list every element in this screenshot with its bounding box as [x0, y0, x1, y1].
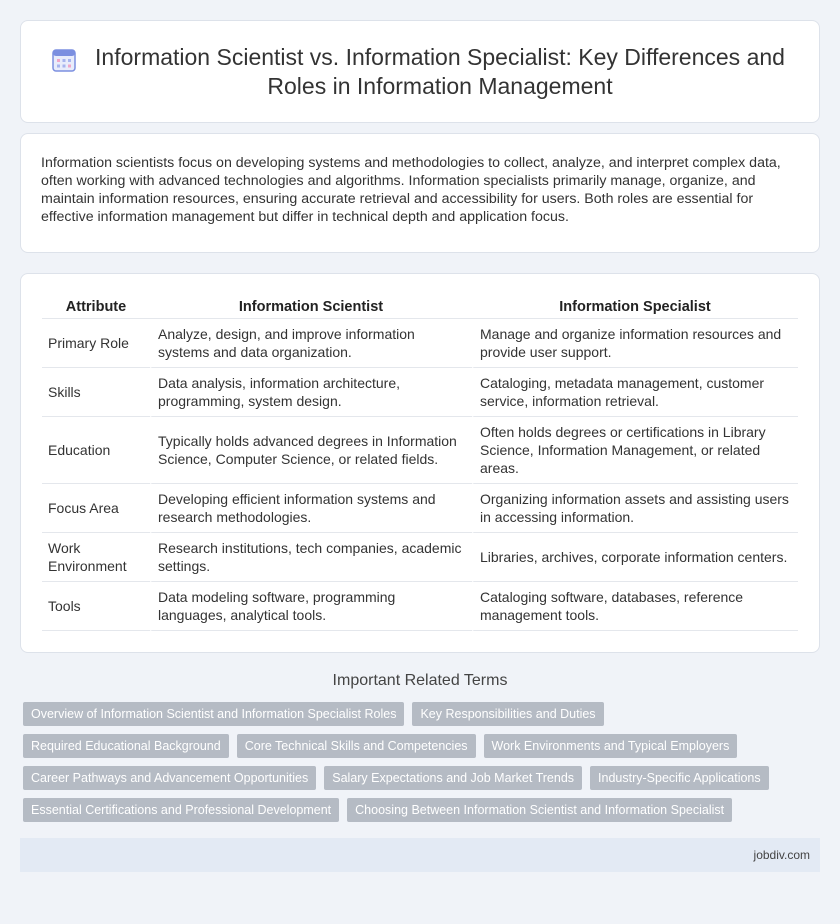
- cell-attribute: Work Environment: [42, 533, 150, 582]
- cell-scientist: Data analysis, information architecture, programming, system design.: [150, 368, 472, 417]
- cell-attribute: Primary Role: [42, 319, 150, 368]
- related-terms-section: [0, 672, 840, 822]
- cell-attribute: Skills: [42, 368, 150, 417]
- related-tag[interactable]: Work Environments and Typical Employers: [484, 734, 738, 758]
- related-tag[interactable]: Core Technical Skills and Competencies: [237, 734, 476, 758]
- table-row: [42, 368, 798, 417]
- cell-scientist: Analyze, design, and improve information systems and data organization.: [150, 319, 472, 368]
- cell-specialist: Manage and organize information resources and provide user support.: [472, 319, 798, 368]
- related-tag[interactable]: Overview of Information Scientist and Information Specialist Roles: [23, 702, 404, 726]
- related-tag[interactable]: Salary Expectations and Job Market Trends: [324, 766, 582, 790]
- footer: [20, 838, 820, 872]
- cell-attribute: Education: [42, 417, 150, 484]
- cell-specialist: Organizing information assets and assisting users in accessing information.: [472, 484, 798, 533]
- cell-scientist: Developing efficient information systems and research methodologies.: [150, 484, 472, 533]
- table-row: [42, 484, 798, 533]
- cell-specialist: Libraries, archives, corporate information centers.: [472, 533, 798, 582]
- cell-scientist: Research institutions, tech companies, academic settings.: [150, 533, 472, 582]
- related-terms-title: Important Related Terms: [332, 672, 508, 689]
- related-tag[interactable]: Key Responsibilities and Duties: [412, 702, 603, 726]
- intro-text: Information scientists focus on developing systems and methodologies to collect, analyze, and interpret complex data, often working with advanced technologies and algorithms. Information specialists primarily manage, organize, and maintain information resources, ensuring accurate retrieval and accessibility for users. Both roles are essential for effective information management but differ in technical depth and application focus.: [41, 155, 781, 225]
- intro-card: [20, 133, 820, 253]
- related-tag[interactable]: Choosing Between Information Scientist and Information Specialist: [347, 798, 732, 822]
- related-tag[interactable]: Industry-Specific Applications: [590, 766, 769, 790]
- column-header-scientist: Information Scientist: [150, 294, 472, 319]
- cell-scientist: Data modeling software, programming languages, analytical tools.: [150, 582, 472, 631]
- related-tag[interactable]: Career Pathways and Advancement Opportunities: [23, 766, 316, 790]
- cell-scientist: Typically holds advanced degrees in Information Science, Computer Science, or related fields.: [150, 417, 472, 484]
- related-tag[interactable]: Essential Certifications and Professional Development: [23, 798, 339, 822]
- cell-specialist: Cataloging software, databases, reference management tools.: [472, 582, 798, 631]
- table-header-row: [42, 294, 798, 319]
- cell-attribute: Tools: [42, 582, 150, 631]
- table-row: [42, 533, 798, 582]
- table-row: [42, 417, 798, 484]
- header: [51, 43, 789, 101]
- page-title: Information Scientist vs. Information Specialist: Key Differences and Roles in Information Management: [95, 43, 785, 99]
- header-card: [20, 20, 820, 123]
- footer-site-link[interactable]: jobdiv.com: [753, 848, 810, 862]
- cell-specialist: Cataloging, metadata management, customer service, information retrieval.: [472, 368, 798, 417]
- cell-attribute: Focus Area: [42, 484, 150, 533]
- calendar-icon: [51, 47, 77, 73]
- column-header-attribute: Attribute: [42, 294, 150, 319]
- related-tag[interactable]: Required Educational Background: [23, 734, 229, 758]
- comparison-table: [42, 294, 798, 631]
- table-row: [42, 582, 798, 631]
- table-row: [42, 319, 798, 368]
- column-header-specialist: Information Specialist: [472, 294, 798, 319]
- related-tags: [0, 702, 840, 822]
- cell-specialist: Often holds degrees or certifications in Library Science, Information Management, or related areas.: [472, 417, 798, 484]
- comparison-table-card: [20, 273, 820, 653]
